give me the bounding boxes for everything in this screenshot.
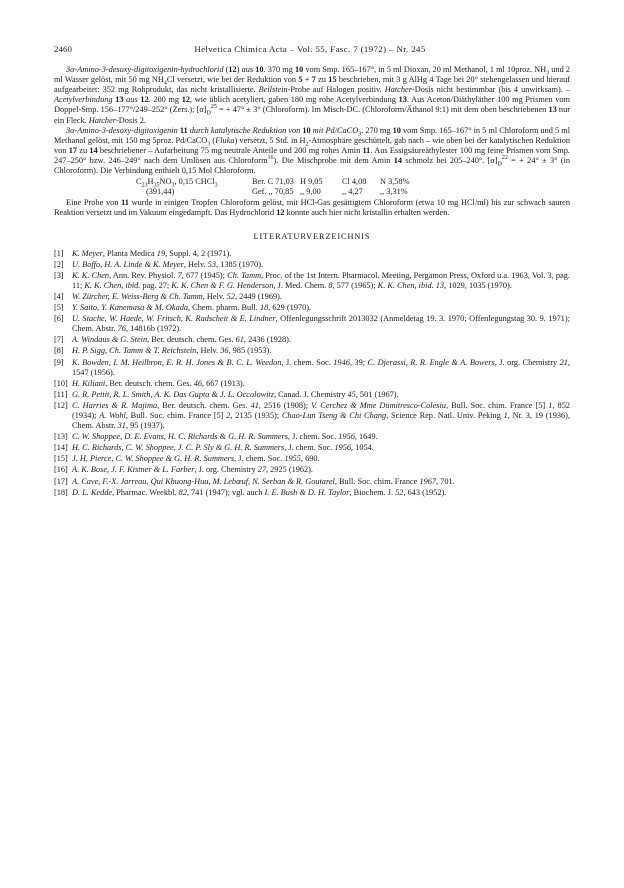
running-header [54,44,570,54]
reference-number: [15] [54,454,68,464]
formula-cell: Gef. ,, 70,85 [252,187,294,197]
reference-text: W. Zürcher, E. Weiss-Berg & Ch. Tamm, Helv. 52, 2449 (1969). [72,291,282,301]
reference-text: H. P. Sigg, Ch. Tamm & T. Reichstein, Helv. 36, 985 (1953). [72,346,272,356]
reference-number: [4] [54,291,64,301]
reference-item [54,488,570,498]
reference-item [54,454,570,464]
reference-text: G. R. Pettit, R. L. Smith, A. K. Das Gupta & J. L. Occolowitz, Canad. J. Chemistry 45, 501 (1967). [72,389,399,399]
formula-cell: ,, 3,31% [380,187,408,197]
reference-text: K. K. Chen, Ann. Rev. Physiol. 7, 677 (1945); Ch. Tamm, Proc. of the 1st Intern. Pharmacol. Meeting, Pergamon Press, Oxford u.a. 1963, Vol. 3, pag. 11; K. K. Chen, ibid. pag. 27; K. K. Chen & F. G. Henderson, J. Med. Chem. 8, 577 (1965); K. K. Chen, ibid. 13, 1029, 1035 (1970). [72,270,570,290]
reference-item [54,379,570,389]
reference-number: [5] [54,303,64,313]
reference-number: [1] [54,248,64,258]
reference-number: [2] [54,259,64,269]
reference-number: [3] [54,270,64,280]
reference-text: C. Harries & R. Majima, Ber. deutsch. chem. Ges. 41, 2516 (1908); V. Cerchez & Mme Dumitresco-Colesiu, Bull. Soc. chim. France [5] 1, 852 (1934); A. Wohl, Bull. Soc. chim. France [5] 2, 2135 (1935); Chao-Lun Tseng & Chi Chang, Science Rep. Natl. Univ. Peking 1, Nr. 3, 19 (1936), Chem. Abstr. 31, 95 (1937). [72,400,570,431]
formula-cell: H 9,05 [300,177,323,187]
reference-number: [12] [54,400,68,410]
reference-text: H. C. Richards, C. W. Shoppee, J. C. P. Sly & G. H. R. Summers, J. chem. Soc. 1956, 1054. [72,443,374,453]
reference-number: [18] [54,487,68,497]
reference-number: [14] [54,443,68,453]
reference-number: [6] [54,314,64,324]
reference-item [54,346,570,356]
formula-cell: $C_{23}H_{35}NO_3$, 0,15 CHCl$_3$ [136,177,218,189]
reference-text: A. Windaus & G. Stein, Ber. deutsch. chem. Ges. 61, 2436 (1928). [72,335,291,345]
reference-item [54,443,570,453]
reference-number: [8] [54,346,64,356]
reference-text: Y. Saito, Y. Kanemasa & M. Okada, Chem. pharm. Bull. 18, 629 (1970). [72,303,312,313]
formula-cell [418,177,458,187]
reference-text: J. H. Pierce, C. W. Shoppee & G. H. R. Summers, J. chem. Soc. 1955, 690. [72,454,320,464]
paragraph-hydrochlorid: 3α-Amino-3-desoxy-digitoxigenin-hydrochlorid (12) aus 10. 370 mg 10 vom Smp. 165–167°, in 5 ml Dioxan, 20 ml Methanol, 1 ml 10proz. $NH_3$ und 2 ml Wasser gelöst, mit 50 mg $NH_4Cl$ versetzt, wie bei der Reduktion von 5 + 7 zu 15 beschrieben, mit 3 g AlHg 4 Tage bei 20° stehengelassen und hierauf aufgearbeitet: 352 mg Rohprodukt, das nicht kristallisierte. Beilstein-Probe auf Halogen positiv. Hatcher-Dosis nicht bestimmbar (bis 4 unwirksam). – Acetylverbindung 13 aus 12. 200 mg 12, wie üblich acetyliert, gaben 180 mg rohe Acetylverbindung 13. Aus Aceton/Diäthyläther 100 mg Prismen vom Doppel-Smp. 156–177°/249–252° (Zers.); $[\alpha]_D^{25}$ = + 47° ± 3° (Chloroform). Im Misch-DC. (Chloroform/Äthanol 9:1) mit dem oben beschriebenen 13 nur ein Fleck. Hatcher-Dosis 2. [54,65,571,125]
references-title: LITERATURVERZEICHNIS [253,231,371,241]
formula-cell: Ber. C 71,03 [252,177,294,187]
reference-item [54,465,570,475]
paragraph-catalytic-reduction: 3α-Amino-3-desoxy-digitoxigenin 11 durch katalytische Reduktion von 10 mit Pd/CaCO$_3$. 270 mg 10 vom Smp. 165–167° in 5 ml Chloroform und 5 ml Methanol gelöst, mit 150 mg 5proz. Pd/CaCO$_3$ (Fluka) versetzt, 5 Std. in $H_2$-Atmosphäre geschüttelt, gab nach – wie oben bei der katalytischen Reduktion von 17 zu 14 beschriebener – Aufarbeitung 75 mg neutrale Anteile und 200 mg rohes Amin 11. Aus Essigsäureäthylester 100 mg feine Prismen vom Smp. 247–250° bzw. 246–249° nach dem Umlösen aus Chloroform$^{16}$). Die Mischprobe mit dem Amin 14 schmolz bei 205–240°. $[\alpha]_D^{22}$ = + 24° ± 3° (in Chloroform). Die Verbindung enthielt 0,15 Mol Chloroform. [54,125,571,176]
reference-item [54,292,570,302]
formula-cell: Cl 4,08 [342,177,367,187]
formula-cell [418,187,458,197]
reference-text: H. Kiliani, Ber. deutsch. chem. Ges. 46, 667 (1913). [72,378,245,388]
reference-item [54,358,570,378]
reference-number: [11] [54,389,68,399]
reference-item [54,249,570,259]
journal-header: Helvetica Chimica Acta – Vol. 55, Fasc. 7 (1972) – Nr. 245 [194,44,426,54]
paragraph-hcl-sample: Eine Probe von 11 wurde in einigen Tropfen Chloroform gelöst, mit HCl-Gas gesättigtem Chloroform (etwa 10 mg HCl/ml) bis zur schwach sauren Reaktion versetzt und im Vakuum eingedampft. Das Hydrochlorid 12 konnte auch hier nicht kristallin erhalten werden. [54,198,570,218]
reference-item [54,390,570,400]
reference-text: A. Cave, F.-X. Jarreau, Qui Khuong-Huu, M. Lebœuf, N. Serban & R. Goutarel, Bull. Soc. chim. France 1967, 701. [72,476,455,486]
formula-cell: (391,44) [146,187,175,197]
reference-text: A. K. Bose, J. F. Kistner & L. Farber, J. org. Chemistry 27, 2925 (1962). [72,465,314,475]
references-list [54,249,570,498]
reference-item [54,335,570,345]
formula-cell: N 3,58% [380,177,410,187]
reference-text: U. Boffo, H. A. Linde & K. Meyer, Helv. 53, 1385 (1970). [72,259,264,269]
reference-item [54,303,570,313]
reference-number: [17] [54,476,68,486]
reference-item [54,271,570,291]
page-number: 2460 [54,44,72,54]
reference-item [54,432,570,442]
reference-number: [16] [54,465,68,475]
reference-item [54,260,570,270]
formula-cell: ,, 4,27 [342,187,363,197]
reference-text: D. L. Kedde, Pharmac. Weekbl. 82, 741 (1947); vgl. auch I. E. Bush & D. H. Taylor, Biochem. J. 52, 643 (1952). [72,487,447,497]
reference-number: [13] [54,432,68,442]
reference-text: K. Meyer, Planta Medica 19, Suppl. 4, 2 (1971). [72,248,232,258]
reference-text: K. Bowden, I. M. Heilbron, E. R. H. Jones & B. C. L. Weedon, J. chem. Soc. 1946, 39; C. Djerassi, R. R. Engle & A. Bowers, J. org. Chemistry 21, 1547 (1956). [72,357,570,377]
formula-cell: ,, 9,00 [300,187,321,197]
reference-number: [9] [54,357,64,367]
reference-text: U. Stache, W. Haede, W. Fritsch, K. Radscheit & E. Lindner, Offenlegungsschrift 2013032 (Anmeldetag 19. 3. 1970; Offenlegungstag 30. 9. 1971); Chem. Abstr. 76, 14816b (1972). [72,314,570,334]
reference-number: [7] [54,335,64,345]
reference-text: C. W. Shoppee, D. E. Evans, H. C. Richards & G. H. R. Summers, J. chem. Soc. 1956, 1649. [72,432,378,442]
reference-item [54,477,570,487]
elemental-analysis [136,177,570,197]
reference-item [54,401,570,431]
reference-number: [10] [54,378,68,388]
reference-item [54,314,570,334]
